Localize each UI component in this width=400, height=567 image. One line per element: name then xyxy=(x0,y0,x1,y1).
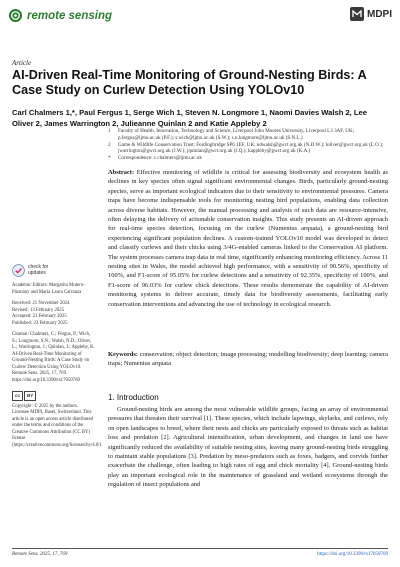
journal-name: remote sensing xyxy=(27,9,112,22)
affiliation-2: 2 Game & Wildlife Conservation Trust; Fordingbridge SP6 1EF, UK; ndwalsh@gwct.org.uk (N.D.W.); loliver@gwct.org.uk (L.O.); jwarrington@gwct.org.uk (J.W.); jquinlan@gwct.org.uk (J.Q.); kappleby@gwct.org.uk (K.A.) xyxy=(108,141,384,155)
abstract-text: Effective monitoring of wildlife is critical for assessing biodiversity and ecosystem health as declines in key species often signal significant environmental changes. Birds, particularly ground-nesting species, serve as important ecological indicators due to their sensitivity to environmental pressures. Camera traps have become indispensable tools for monitoring nesting bird populations, enabling data collection across diverse habitats. However, the manual processing and analysis of such data are resource-intensive, often delaying the delivery of actionable conservation insights. This study presents an AI-driven approach for real-time species detection, focusing on the curlew (Numenius arquata), a ground-nesting bird experiencing significant population declines. A custom-trained YOLOv10 model was developed to detect and classify curlews and their chicks using 3/4G-enabled cameras linked to the Conservation AI platform. The system processes camera trap data in real time, significantly enhancing monitoring efficiency. Across 11 nesting sites in Wales, the model achieved high performance, with a sensitivity of 90.56%, specificity of 100%, and F1-score of 95.05% for curlew detections and a sensitivity of 92.35%, specificity of 100%, and F1-score of 96.03% for curlew chick detections. These results demonstrate the capability of AI-driven monitoring systems to deliver accurate, timely data for biodiversity assessments, facilitating early conservation interventions and advancing the use of technology in ecological research. xyxy=(108,169,388,308)
correspondence: * Correspondence: c.chalmers@ljmu.ac.uk xyxy=(108,155,202,162)
received-date: Received: 21 November 2024 xyxy=(12,301,70,306)
keywords-label: Keywords: xyxy=(108,351,139,358)
publisher-logo xyxy=(350,7,392,21)
journal-header xyxy=(8,8,112,23)
doi-link[interactable]: https://doi.org/10.3390/rs17050769 xyxy=(317,552,388,557)
footer-divider xyxy=(12,548,388,549)
publisher-name: MDPI xyxy=(367,8,392,20)
published-date: Published: 23 February 2025 xyxy=(12,320,68,326)
mdpi-logo-icon xyxy=(350,7,364,21)
intro-paragraph: Ground-nesting birds are among the most vulnerable wildlife groups, facing an array of environmental pressures that threaten their survival [1]. These species, which include lapwings, skylarks, and curlews, rely on open landscapes to breed, where their nests and chicks are particularly exposed to threats such as habitat loss and predation [2]. Agricultural intensification, urban development, and changes in land use have significantly reduced the availability of suitable nesting sites, leaving many ground-nesting birds struggling to maintain stable populations [3]. Predation by meso-predators such as foxes, badgers, and corvids further exacerbate the challenge, often leading to high rates of egg and chick mortality [4]. Ground-nesting birds play an important ecological role in the maintenance of grassland and wetland ecosystems through the regulation of insect populations and xyxy=(108,406,388,489)
abstract-label: Abstract: xyxy=(108,169,135,176)
article-info-sidebar xyxy=(12,263,103,454)
paper-title: AI-Driven Real-Time Monitoring of Ground-Nesting Birds: A Case Study on Curlew Detection Using YOLOv10 xyxy=(12,68,367,97)
affiliation-1: 1 Faculty of Health, Innovation, Technology and Science, Liverpool John Moores University, Liverpool L3 3AF, UK; p.fergus@ljmu.ac.uk (P.F.); s.wich@ljmu.ac.uk (S.W.); s.n.longmore@ljmu.ac.uk (S.N.L.) xyxy=(108,128,355,141)
check-for-updates-icon xyxy=(12,264,25,277)
citation: Citation: Chalmers, C.; Fergus, P.; Wich, S.; Longmore, S.N.; Walsh, N.D.; Oliver, L.; Warrington, J.; Quinlan, J.; Appleby, K. AI-Driven Real-Time Monitoring of Ground-Nesting Birds: A Case Study on Curlew Detection Using YOLOv10. Remote Sens. 2025, 17, 769. https://doi.org/10.3390/rs17050769 xyxy=(12,332,95,383)
affiliations xyxy=(108,128,388,162)
journal-logo-icon xyxy=(8,8,23,23)
keywords xyxy=(108,350,388,369)
page-footer xyxy=(12,552,388,557)
accepted-date: Accepted: 21 February 2025 xyxy=(12,314,67,319)
history-dates xyxy=(12,301,96,327)
check-for-updates-button[interactable]: check for updates xyxy=(12,264,96,277)
keywords-text: conservation; object detection; image processing; modelling biodiversity; deep learning; camera traps; Numenius arquata xyxy=(108,351,388,368)
section-heading: 1. Introduction xyxy=(108,393,159,402)
revised-date: Revised: 13 February 2025 xyxy=(12,307,65,313)
academic-editors: Academic Editors: Margarita Mulero-Pázmány and María Laura Carranza xyxy=(12,283,85,295)
article-type: Article xyxy=(12,59,32,67)
cc-by-license-icon[interactable]: cc BY xyxy=(12,391,37,401)
author-list: Carl Chalmers 1,*, Paul Fergus 1, Serge Wich 1, Steven N. Longmore 1, Naomi Davies Walsh 2, Lee Oliver 2, James Warrington 2, Julieanne Quinlan 2 and Katie Appleby 2 xyxy=(12,108,367,128)
abstract xyxy=(108,168,388,309)
copyright-notice: Copyright: © 2025 by the authors. Licensee MDPI, Basel, Switzerland. This article is an open access article distributed under the terms and conditions of the Creative Commons Attribution (CC BY) license (https://creativecommons.org/licenses/by/4.0/). xyxy=(12,403,103,448)
journal-reference: Remote Sens. 2025, 17, 769 xyxy=(12,552,68,557)
